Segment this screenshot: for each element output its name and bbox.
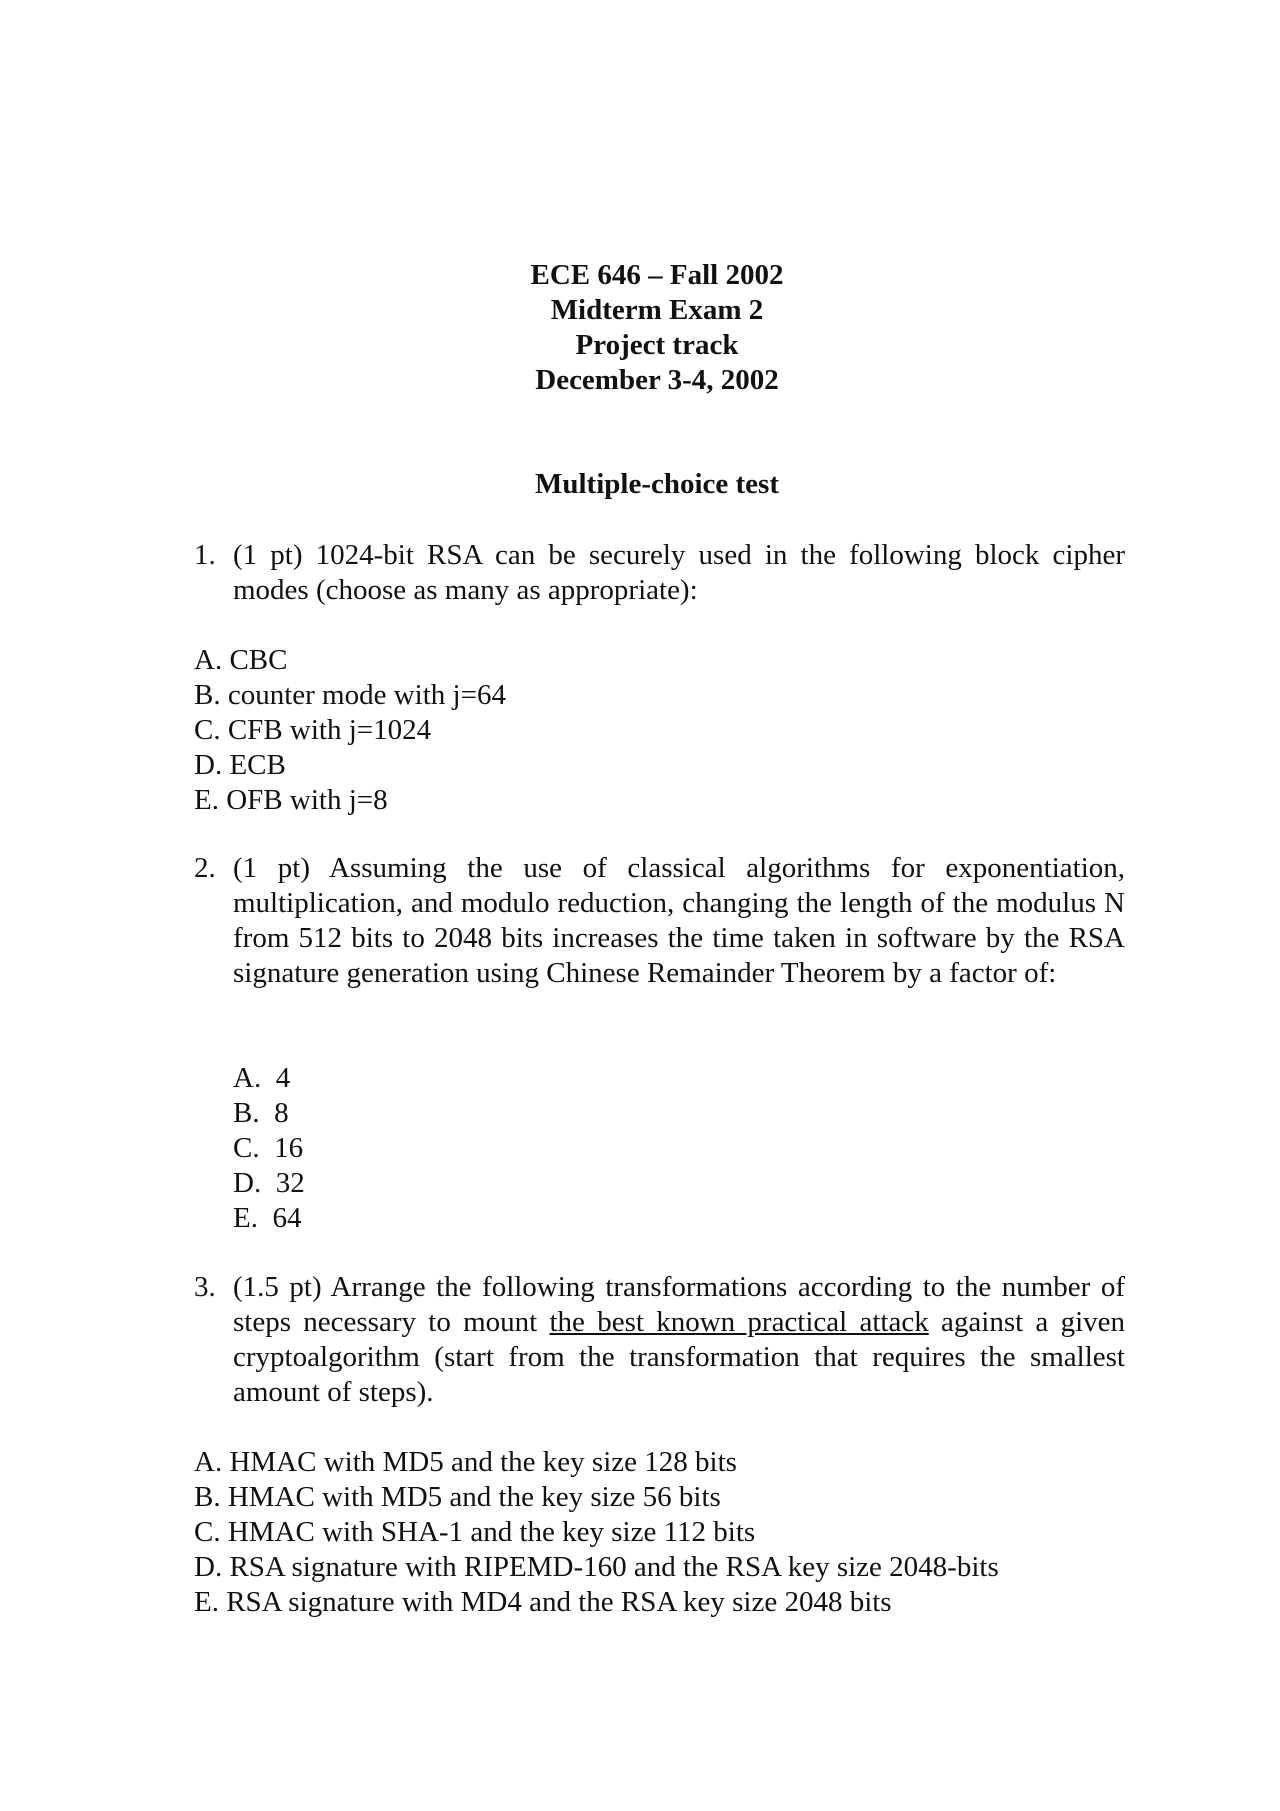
option-b: B. HMAC with MD5 and the key size 56 bits: [194, 1481, 721, 1513]
option-e: E. 64: [233, 1202, 302, 1234]
option-e: E. RSA signature with MD4 and the RSA key size 2048 bits: [194, 1586, 892, 1618]
question-number: 1.: [194, 539, 216, 571]
question-1: [194, 538, 1125, 608]
section-title: Multiple-choice test: [534, 468, 779, 500]
exam-date: December 3-4, 2002: [535, 364, 779, 396]
option-d: D. ECB: [194, 749, 286, 781]
question-text: (1 pt) 1024-bit RSA can be securely used in the following block cipher modes (choose as many as appropriate):: [233, 539, 1125, 606]
option-c: C. CFB with j=1024: [194, 714, 432, 746]
option-b: B. counter mode with j=64: [194, 679, 506, 711]
option-d: D. 32: [233, 1167, 305, 1199]
question-number: 2.: [194, 852, 216, 884]
question-3: [194, 1270, 1125, 1410]
option-e: E. OFB with j=8: [194, 784, 388, 816]
track-title: Project track: [575, 329, 739, 361]
question-2: [194, 851, 1125, 991]
option-a: A. CBC: [194, 644, 288, 676]
option-d: D. RSA signature with RIPEMD-160 and the RSA key size 2048-bits: [194, 1551, 999, 1583]
exam-header: [0, 258, 1280, 398]
option-c: C. HMAC with SHA-1 and the key size 112 bits: [194, 1516, 756, 1548]
option-b: B. 8: [233, 1097, 289, 1129]
question-text: (1 pt) Assuming the use of classical algorithms for exponentiation, multiplication, and modulo reduction, changing the length of the modulus N from 512 bits to 2048 bits increases the time taken in software by the RSA signature generation using Chinese Remainder Theorem by a factor of:: [233, 852, 1125, 989]
exam-title: Midterm Exam 2: [550, 294, 764, 326]
option-a: A. 4: [233, 1062, 291, 1094]
question-2-options: [233, 1061, 305, 1236]
course-title: ECE 646 – Fall 2002: [530, 259, 784, 291]
option-c: C. 16: [233, 1132, 304, 1164]
question-3-options: [194, 1445, 999, 1620]
question-text: (1.5 pt) Arrange the following transformations according to the number of steps necessary to mount the best known practical attack against a given cryptoalgorithm (start from the transformation that requires the smallest amount of steps).: [233, 1271, 1126, 1408]
question-1-options: [194, 643, 506, 818]
option-a: A. HMAC with MD5 and the key size 128 bits: [194, 1446, 737, 1478]
question-number: 3.: [194, 1271, 216, 1303]
underlined-phrase: the best known practical attack: [549, 1306, 929, 1338]
